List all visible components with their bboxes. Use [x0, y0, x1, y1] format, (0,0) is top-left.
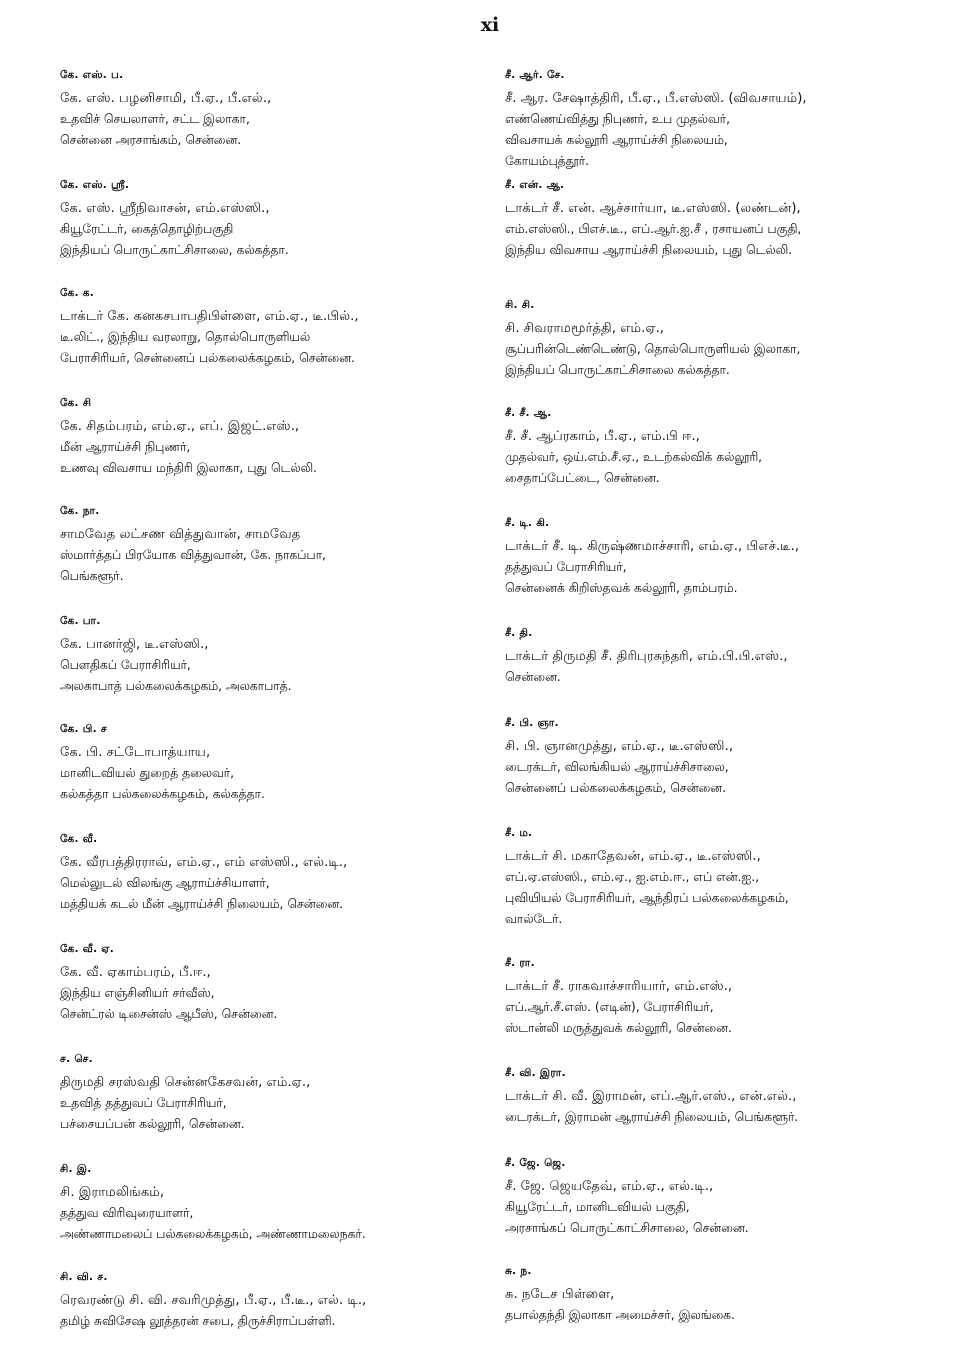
contributor-detail: எப்.ஆர்.சீ.எஸ். (எடின்), பேராசிரியர், [505, 1000, 714, 1014]
contributor-detail: தமிழ் சுவிசேஷ லூத்தரன் சபை, திருச்சிராப்பள்ளி. [60, 1314, 336, 1328]
entry-abbreviation: சீ. ஜே. ஜெ. [505, 1157, 566, 1169]
left-entry [60, 178, 500, 261]
contributor-name: சீ. ஆர. சேஷாத்திரி, பீ.ஏ., பீ.எஸ்ஸி. (விவசாயம்), [505, 91, 807, 106]
entry-abbreviation: கே. க. [60, 287, 95, 299]
contributor-detail: சென்னைக் கிறிஸ்தவக் கல்லூரி, தாம்பரம். [505, 581, 738, 595]
right-entry [505, 516, 945, 599]
entry-abbreviation: கே. சி [60, 397, 92, 409]
left-entry [60, 68, 500, 151]
contributor-name: கே. எஸ். ஸ்ரீநிவாசன், எம்.எஸ்ஸி., [60, 201, 270, 216]
entry-abbreviation: கே. வீ. [60, 833, 98, 845]
right-entry [505, 68, 945, 172]
contributor-detail: சூப்பரின்டெண்டெண்டு, தொல்பொருளியல் இலாகா, [505, 342, 801, 356]
entry-abbreviation: கே. எஸ். ஸ்ரீ. [60, 179, 130, 191]
right-entry [505, 1066, 945, 1128]
contributor-name: கே. வீ. ஏகாம்பரம், பீ.ஈ., [60, 965, 211, 980]
contributor-detail: சென்னை அரசாங்கம், சென்னை. [60, 133, 242, 147]
right-entry [505, 178, 945, 261]
left-entry [60, 1162, 500, 1245]
contributor-detail: அலகாபாத் பல்கலைக்கழகம், அலகாபாத். [60, 679, 292, 693]
contributor-detail: புவியியல் பேராசிரியர், ஆந்திரப் பல்கலைக்கழகம், [505, 891, 789, 905]
contributor-detail: ஸ்டான்லி மருத்துவக் கல்லூரி, சென்னை. [505, 1021, 732, 1035]
contributor-detail: உணவு விவசாய மந்திரி இலாகா, புது டெல்லி. [60, 461, 317, 475]
entry-abbreviation: கே. எஸ். ப. [60, 69, 124, 81]
contributor-detail: சென்ட்ரல் டிசைன்ஸ் ஆபீஸ், சென்னை. [60, 1007, 278, 1021]
contributor-name: டாக்டர் கே. கனகசபாபதிபிள்ளை, எம்.ஏ., டீ.பில்., [60, 309, 359, 324]
right-entry [505, 298, 945, 381]
right-entry [505, 626, 945, 688]
entry-abbreviation: சீ. சீ. ஆ. [505, 407, 552, 419]
entry-abbreviation: கே. பா. [60, 615, 101, 627]
left-entry [60, 1052, 500, 1135]
entry-abbreviation: சீ. தி. [505, 627, 533, 639]
contributor-detail: கல்கத்தா பல்கலைக்கழகம், கல்கத்தா. [60, 787, 265, 801]
entry-abbreviation: சீ. பி. ஞா. [505, 717, 559, 729]
entry-abbreviation: சீ. ரா. [505, 957, 535, 969]
contributor-detail: மெல்லுடல் விலங்கு ஆராய்ச்சியாளர், [60, 876, 270, 890]
contributor-name: கே. எஸ். பழனிசாமி, பீ.ஏ., பீ.எல்., [60, 91, 272, 106]
contributor-detail: எப்.ஏ.எஸ்ஸி., எம்.ஏ., ஐ.எம்.ஈ., எப் என்.ஐ., [505, 870, 760, 884]
contributor-name: ரெவரண்டு சி. வி. சவரிமுத்து, பீ.ஏ., பீ.டீ., எல். டி., [60, 1293, 367, 1308]
entry-abbreviation: சீ. ஆர். சே. [505, 69, 565, 81]
right-entry [505, 956, 945, 1039]
entry-abbreviation: சீ. வி. இரா. [505, 1067, 566, 1079]
entry-abbreviation: கே. பி. ச [60, 723, 107, 735]
contributor-detail: தத்துவப் பேராசிரியர், [505, 560, 627, 574]
contributor-detail: சென்னைப் பல்கலைக்கழகம், சென்னை. [505, 781, 726, 795]
contributor-detail: சைதாப்பேட்டை, சென்னை. [505, 471, 660, 485]
left-entry [60, 722, 500, 805]
contributor-detail: முதல்வர், ஒய்.எம்.சீ.ஏ., உடற்கல்விக் கல்லூரி, [505, 450, 763, 464]
contributor-detail: இந்திய விவசாய ஆராய்ச்சி நிலையம், புது டெல்லி. [505, 243, 793, 257]
contributor-detail: ஸ்மார்த்தப் பிரயோக வித்துவான், கே. நாகப்பா, [60, 548, 326, 562]
entry-abbreviation: சீ. என். ஆ. [505, 179, 565, 191]
contributor-detail: அரசாங்கப் பொருட்காட்சிசாலை, சென்னை. [505, 1221, 749, 1235]
contributor-name: திருமதி சரஸ்வதி சென்னகேசவன், எம்.ஏ., [60, 1075, 311, 1090]
contributor-detail: பௌதிகப் பேராசிரியர், [60, 658, 191, 672]
contributor-detail: பேராசிரியர், சென்னைப் பல்கலைக்கழகம், சென்னை. [60, 351, 355, 365]
left-entry [60, 504, 500, 587]
contributor-detail: சென்னை. [505, 670, 561, 684]
contributor-detail: பச்சையப்பன் கல்லூரி, சென்னை. [60, 1117, 245, 1131]
contributor-name: சு. நடேச பிள்ளை, [505, 1287, 615, 1302]
contributor-detail: கியூரேட்டர், கைத்தொழிற்பகுதி [60, 222, 234, 236]
contributor-detail: தத்துவ விரிவுரையாளர், [60, 1206, 194, 1220]
left-entry [60, 1270, 500, 1332]
right-entry [505, 406, 945, 489]
contributor-name: சீ. சீ. ஆப்ரகாம், பீ.ஏ., எம்.பி ஈ., [505, 429, 700, 444]
contributor-detail: டைரக்டர், இராமன் ஆராய்ச்சி நிலையம், பெங்களூர். [505, 1110, 799, 1124]
entry-abbreviation: சீ. டி. கி. [505, 517, 550, 529]
entry-abbreviation: கே. வீ. ஏ. [60, 943, 115, 955]
right-entry [505, 826, 945, 930]
contributor-name: டாக்டர் சீ. டி. கிருஷ்ணமாச்சாரி, எம்.ஏ., பிஎச்.டீ., [505, 539, 800, 554]
contributor-detail: மீன் ஆராய்ச்சி நிபுணர், [60, 440, 191, 454]
contributor-name: டாக்டர் சீ. என். ஆச்சார்யா, டீ.எஸ்ஸி. (லண்டன்), [505, 201, 801, 216]
entry-abbreviation: கே. நா. [60, 505, 100, 517]
contributor-detail: டீ.லிட்., இந்திய வரலாறு, தொல்பொருளியல் [60, 330, 311, 344]
contributor-name: சி. சிவராமமூர்த்தி, எம்.ஏ., [505, 321, 664, 336]
contributor-name: டாக்டர் திருமதி சீ. திரிபுரசுந்தரி, எம்.பி.பி.எஸ்., [505, 649, 788, 664]
entry-abbreviation: சி. வி. ச. [60, 1271, 108, 1283]
right-entry [505, 1156, 945, 1239]
contributor-name: டாக்டர் சீ. ராகவாச்சாரியார், எம்.எஸ்., [505, 979, 733, 994]
left-entry [60, 286, 500, 369]
contributor-name: டாக்டர் சி. மகாதேவன், எம்.ஏ., டீ.எஸ்ஸி., [505, 849, 761, 864]
contributor-detail: இந்திய எஞ்சினியர் சர்வீஸ், [60, 986, 215, 1000]
contributor-detail: எண்ணெய்வித்து நிபுணர், உப முதல்வர், [505, 112, 730, 126]
contributor-name: சி. இராமலிங்கம், [60, 1185, 165, 1200]
contributor-name: கே. வீரபத்திரராவ், எம்.ஏ., எம் எஸ்ஸி., எல்.டி., [60, 855, 348, 870]
entry-abbreviation: ச. செ. [60, 1053, 93, 1065]
right-entry [505, 1264, 945, 1326]
contributor-detail: மத்தியக் கடல் மீன் ஆராய்ச்சி நிலையம், சென்னை. [60, 897, 344, 911]
contributor-detail: உதவிச் செயலாளர், சட்ட இலாகா, [60, 112, 250, 126]
contributor-detail: தபால்தந்தி இலாகா அமைச்சர், இலங்கை. [505, 1308, 735, 1322]
contributor-detail: எம்.எஸ்ஸி., பிஎச்.டீ., எப்.ஆர்.ஐ.சீ , ரசாயனப் பகுதி, [505, 222, 802, 236]
contributor-name: சீ. ஜே. ஜெயதேவ், எம்.ஏ., எல்.டி., [505, 1179, 714, 1194]
right-entry [505, 716, 945, 799]
contributor-detail: கியூரேட்டர், மானிடவியல் பகுதி, [505, 1200, 690, 1214]
contributor-name: சாமவேத லட்சண வித்துவான், சாமவேத [60, 527, 301, 542]
entry-abbreviation: சி. இ. [60, 1163, 92, 1175]
contributor-detail: அண்ணாமலைப் பல்கலைக்கழகம், அண்ணாமலைநகர். [60, 1227, 366, 1241]
contributor-detail: விவசாயக் கல்லூரி ஆராய்ச்சி நிலையம், [505, 133, 728, 147]
contributor-name: கே. பி. சட்டோபாத்யாய, [60, 745, 211, 760]
entry-abbreviation: சு. ந. [505, 1265, 532, 1277]
contributor-detail: பெங்களூர். [60, 569, 124, 583]
contributor-detail: மானிடவியல் துறைத் தலைவர், [60, 766, 235, 780]
entry-abbreviation: சி. சி. [505, 299, 535, 311]
contributor-name: சி. பி. ஞானமுத்து, எம்.ஏ., டீ.எஸ்ஸி., [505, 739, 734, 754]
contributor-name: கே. சிதம்பரம், எம்.ஏ., எப். இஜட்.எஸ்., [60, 419, 300, 434]
left-entry [60, 614, 500, 697]
contributor-detail: இந்தியப் பொருட்காட்சிசாலை, கல்கத்தா. [60, 243, 289, 257]
page-number: xi [480, 14, 500, 36]
contributor-detail: இந்தியப் பொருட்காட்சிசாலை கல்கத்தா. [505, 363, 730, 377]
entry-abbreviation: சீ. ம. [505, 827, 533, 839]
contributor-detail: டைரக்டர், விலங்கியல் ஆராய்ச்சிசாலை, [505, 760, 729, 774]
contributor-name: கே. பானர்ஜி, டீ.எஸ்ஸி., [60, 637, 209, 652]
contributor-detail: கோயம்புத்தூர். [505, 154, 589, 168]
contributor-detail: வால்டேர். [505, 912, 563, 926]
contributor-detail: உதவித் தத்துவப் பேராசிரியர், [60, 1096, 227, 1110]
left-entry [60, 396, 500, 479]
left-entry [60, 942, 500, 1025]
left-entry [60, 832, 500, 915]
contributor-name: டாக்டர் சி. வீ. இராமன், எப்.ஆர்.எஸ்., என்.எல்., [505, 1089, 797, 1104]
